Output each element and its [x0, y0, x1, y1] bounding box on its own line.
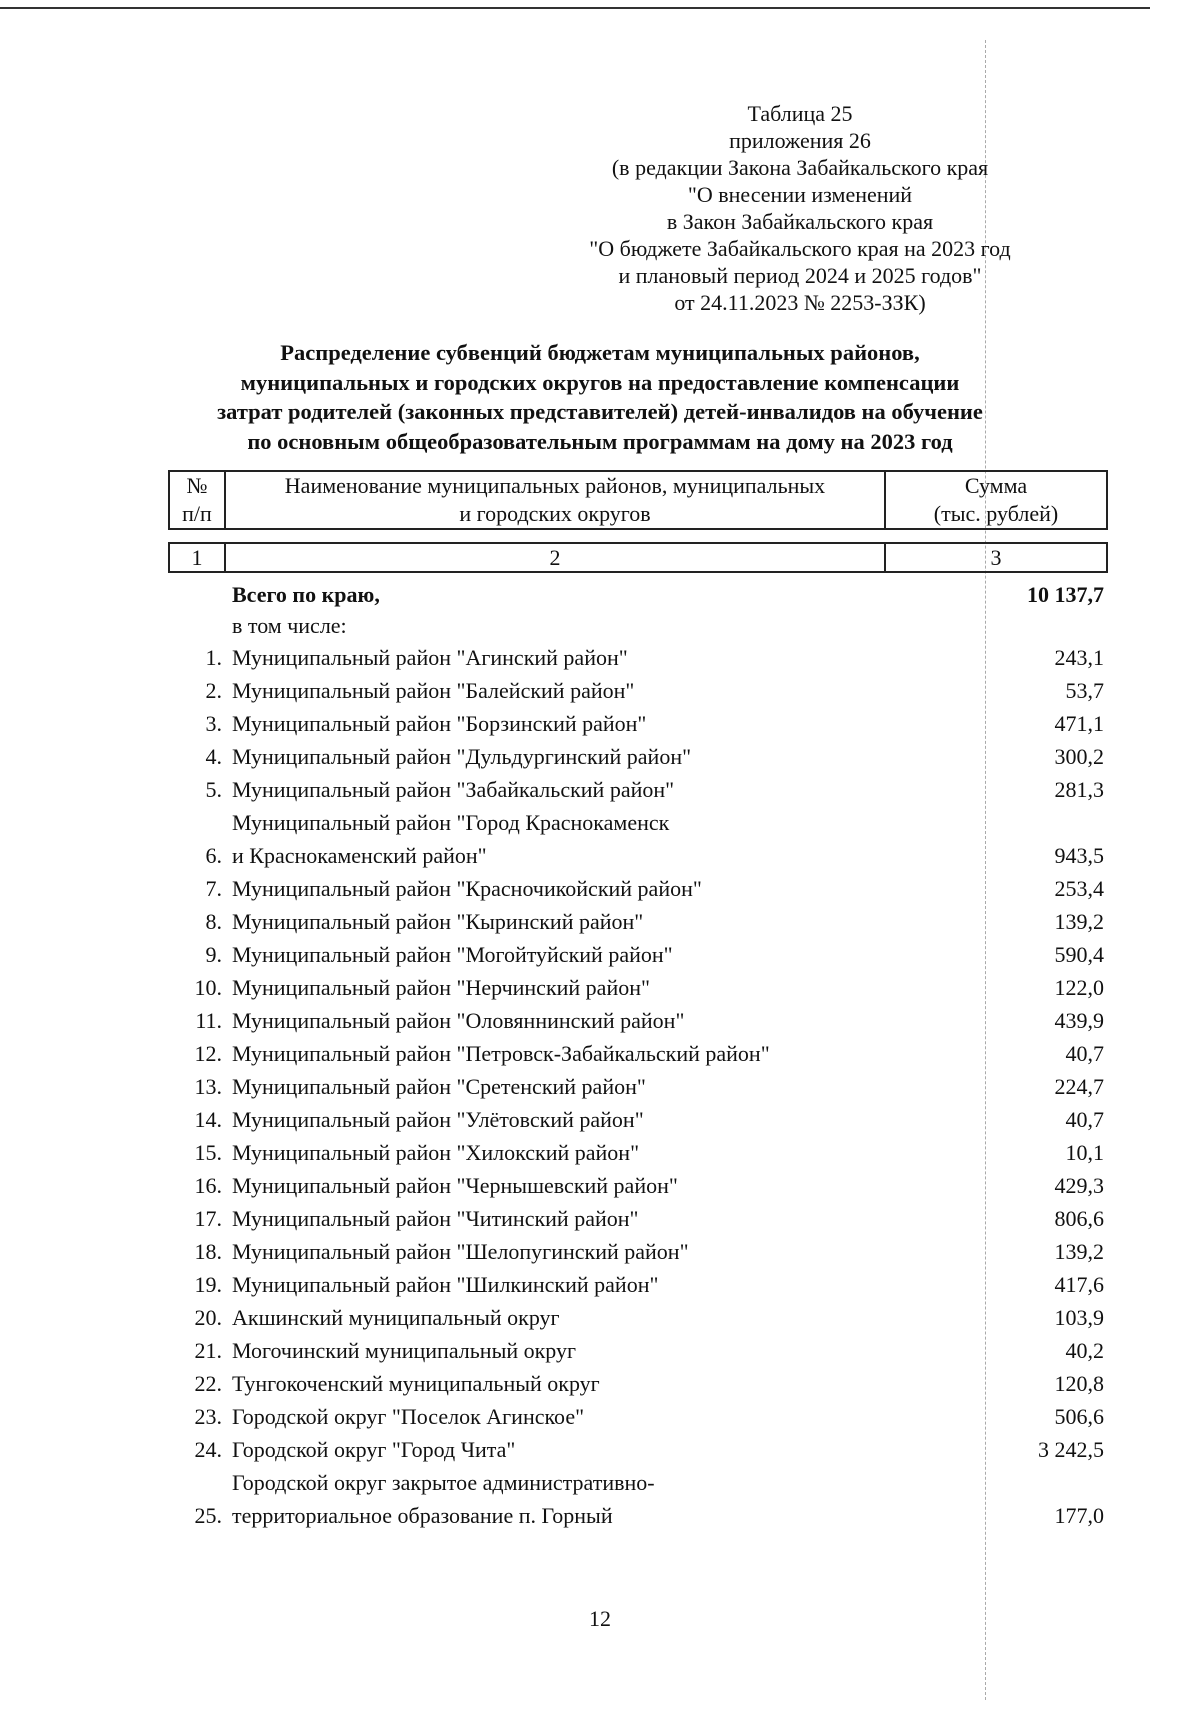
table-row — [168, 1268, 1108, 1301]
row-name-line: Муниципальный район "Красночикойский район" — [232, 876, 702, 901]
row-number: 23. — [194, 1404, 222, 1429]
table-row — [168, 971, 1108, 1004]
row-value: 139,2 — [1054, 909, 1104, 934]
row-name-line: и Краснокаменский район" — [232, 843, 487, 868]
row-number: 14. — [194, 1107, 222, 1132]
row-name — [224, 938, 882, 971]
row-name — [224, 641, 882, 674]
total-row — [168, 578, 1108, 611]
col-sum-header: Сумма (тыс. рублей) — [885, 471, 1107, 529]
row-name-line: Муниципальный район "Шелопугинский район" — [232, 1239, 689, 1264]
row-name-line: Тунгокоченский муниципальный округ — [232, 1371, 600, 1396]
row-name-line: Городской округ "Город Чита" — [232, 1437, 516, 1462]
row-value: 943,5 — [1054, 843, 1104, 868]
row-value: 253,4 — [1054, 876, 1104, 901]
row-name — [224, 1169, 882, 1202]
row-name — [224, 1400, 882, 1433]
row-name-line: Муниципальный район "Хилокский район" — [232, 1140, 640, 1165]
row-number: 4. — [205, 744, 222, 769]
row-value: 177,0 — [1054, 1503, 1104, 1528]
table-row — [168, 806, 1108, 872]
row-name-line: Муниципальный район "Забайкальский район" — [232, 777, 675, 802]
table-row — [168, 1004, 1108, 1037]
row-name — [224, 1367, 882, 1400]
table-body — [168, 578, 1108, 1532]
row-name — [224, 707, 882, 740]
row-number: 15. — [194, 1140, 222, 1165]
table-row — [168, 641, 1108, 674]
table-row — [168, 1103, 1108, 1136]
row-name-line: Муниципальный район "Дульдургинский район" — [232, 744, 692, 769]
row-value: 3 242,5 — [1038, 1437, 1104, 1462]
row-value: 40,7 — [1065, 1107, 1104, 1132]
table-row — [168, 1367, 1108, 1400]
row-value: 590,4 — [1054, 942, 1104, 967]
title-line: затрат родителей (законных представителей) детей-инвалидов на обучение — [217, 399, 983, 424]
row-name — [224, 740, 882, 773]
row-number: 20. — [194, 1305, 222, 1330]
col-number-header: № п/п — [169, 471, 225, 529]
row-name — [224, 905, 882, 938]
row-number: 24. — [194, 1437, 222, 1462]
row-value: 471,1 — [1054, 711, 1104, 736]
row-value: 10,1 — [1065, 1140, 1104, 1165]
row-value: 103,9 — [1054, 1305, 1104, 1330]
table-row — [168, 1334, 1108, 1367]
column-numbers-row — [168, 542, 1108, 573]
row-value: 224,7 — [1054, 1074, 1104, 1099]
row-name-line: Муниципальный район "Кыринский район" — [232, 909, 644, 934]
row-name-line: Муниципальный район "Чернышевский район" — [232, 1173, 678, 1198]
table-row — [168, 905, 1108, 938]
row-name — [224, 1103, 882, 1136]
table-row — [168, 740, 1108, 773]
row-name — [224, 1004, 882, 1037]
row-number: 9. — [205, 942, 222, 967]
row-number: 11. — [195, 1008, 222, 1033]
row-number: 21. — [194, 1338, 222, 1363]
header-line: и плановый период 2024 и 2025 годов" — [618, 263, 982, 288]
row-number: 3. — [205, 711, 222, 736]
header-line: приложения 26 — [729, 128, 871, 153]
row-value: 506,6 — [1054, 1404, 1104, 1429]
row-number: 1. — [205, 645, 222, 670]
col-name-header: Наименование муниципальных районов, муниципальных и городских округов — [225, 471, 885, 529]
row-value: 281,3 — [1054, 777, 1104, 802]
row-value: 243,1 — [1054, 645, 1104, 670]
header-line: Таблица 25 — [747, 101, 853, 126]
row-name-line: Городской округ "Поселок Агинское" — [232, 1404, 585, 1429]
top-border-line — [0, 7, 1150, 9]
row-name — [224, 1202, 882, 1235]
title-line: по основным общеобразовательным программам на дому на 2023 год — [247, 428, 953, 454]
row-number: 16. — [194, 1173, 222, 1198]
including-row — [168, 611, 1108, 641]
row-value: 40,2 — [1065, 1338, 1104, 1363]
row-name-line: Муниципальный район "Читинский район" — [232, 1206, 639, 1231]
col-number-2: 2 — [225, 543, 885, 572]
title-line: Распределение субвенций бюджетам муниципальных районов, — [280, 340, 920, 365]
table-row — [168, 1037, 1108, 1070]
row-value: 139,2 — [1054, 1239, 1104, 1264]
including-label: в том числе: — [232, 613, 347, 638]
row-name — [224, 1433, 882, 1466]
col-number-1: 1 — [169, 543, 225, 572]
row-number: 18. — [194, 1239, 222, 1264]
row-value: 53,7 — [1065, 678, 1104, 703]
page-number: 12 — [589, 1606, 611, 1631]
row-name — [224, 1334, 882, 1367]
total-value: 10 137,7 — [1027, 582, 1104, 607]
row-value: 40,7 — [1065, 1041, 1104, 1066]
table-row — [168, 1169, 1108, 1202]
row-value: 122,0 — [1054, 975, 1104, 1000]
row-name-line: Муниципальный район "Борзинский район" — [232, 711, 647, 736]
row-number: 12. — [194, 1041, 222, 1066]
row-name — [224, 1136, 882, 1169]
header-line: "О бюджете Забайкальского края на 2023 год — [589, 236, 1011, 261]
row-name-line: Муниципальный район "Улётовский район" — [232, 1107, 644, 1132]
table-row — [168, 674, 1108, 707]
row-value: 120,8 — [1054, 1371, 1104, 1396]
title-line: муниципальных и городских округов на предоставление компенсации — [240, 369, 960, 395]
row-name-line: Муниципальный район "Балейский район" — [232, 678, 635, 703]
row-name-line: Муниципальный район "Шилкинский район" — [232, 1272, 659, 1297]
row-name-line: территориальное образование п. Горный — [232, 1503, 613, 1528]
total-label: Всего по краю, — [232, 582, 380, 607]
row-name-line: Городской округ закрытое административно- — [232, 1470, 655, 1495]
row-number: 5. — [205, 777, 222, 802]
row-name — [224, 806, 882, 872]
row-name-line: Могочинский муниципальный округ — [232, 1338, 577, 1363]
row-name-line: Муниципальный район "Петровск-Забайкальский район" — [232, 1041, 770, 1066]
row-number: 10. — [194, 975, 222, 1000]
row-name — [224, 971, 882, 1004]
table-reference-header — [520, 100, 1080, 316]
table-row — [168, 1466, 1108, 1532]
row-name — [224, 1268, 882, 1301]
row-name-line: Муниципальный район "Нерчинский район" — [232, 975, 650, 1000]
row-number: 19. — [194, 1272, 222, 1297]
row-value: 439,9 — [1054, 1008, 1104, 1033]
row-name — [224, 872, 882, 905]
row-name-line: Муниципальный район "Оловяннинский район" — [232, 1008, 685, 1033]
table-header — [168, 470, 1108, 530]
row-name-line: Муниципальный район "Могойтуйский район" — [232, 942, 673, 967]
row-number: 6. — [205, 843, 222, 868]
row-name — [224, 773, 882, 806]
document-title — [150, 338, 1050, 456]
row-value: 429,3 — [1054, 1173, 1104, 1198]
table-row — [168, 1235, 1108, 1268]
table-row — [168, 1433, 1108, 1466]
row-name — [224, 1466, 882, 1532]
row-name — [224, 1235, 882, 1268]
row-name — [224, 1037, 882, 1070]
table-row — [168, 773, 1108, 806]
table-row — [168, 1136, 1108, 1169]
col-number-3: 3 — [885, 543, 1107, 572]
table-row — [168, 938, 1108, 971]
row-name — [224, 1070, 882, 1103]
row-name — [224, 1301, 882, 1334]
row-number: 22. — [194, 1371, 222, 1396]
table-row — [168, 707, 1108, 740]
table-row — [168, 1070, 1108, 1103]
header-line: (в редакции Закона Забайкальского края — [611, 155, 989, 180]
table-row — [168, 872, 1108, 905]
row-value: 806,6 — [1054, 1206, 1104, 1231]
row-number: 17. — [194, 1206, 222, 1231]
row-name-line: Акшинский муниципальный округ — [232, 1305, 560, 1330]
header-line: "О внесении изменений — [687, 182, 913, 207]
row-number: 2. — [205, 678, 222, 703]
table-row — [168, 1301, 1108, 1334]
row-number: 25. — [194, 1503, 222, 1528]
row-name-line: Муниципальный район "Агинский район" — [232, 645, 628, 670]
header-line: в Закон Забайкальского края — [666, 209, 934, 234]
row-number: 8. — [205, 909, 222, 934]
row-name-line: Муниципальный район "Сретенский район" — [232, 1074, 646, 1099]
row-name-line: Муниципальный район "Город Краснокаменск — [232, 810, 670, 835]
row-value: 300,2 — [1054, 744, 1104, 769]
row-value: 417,6 — [1054, 1272, 1104, 1297]
row-number: 13. — [194, 1074, 222, 1099]
header-line: от 24.11.2023 № 2253-ЗЗК) — [674, 290, 926, 315]
row-number: 7. — [205, 876, 222, 901]
table-row — [168, 1400, 1108, 1433]
table-row — [168, 1202, 1108, 1235]
row-name — [224, 674, 882, 707]
